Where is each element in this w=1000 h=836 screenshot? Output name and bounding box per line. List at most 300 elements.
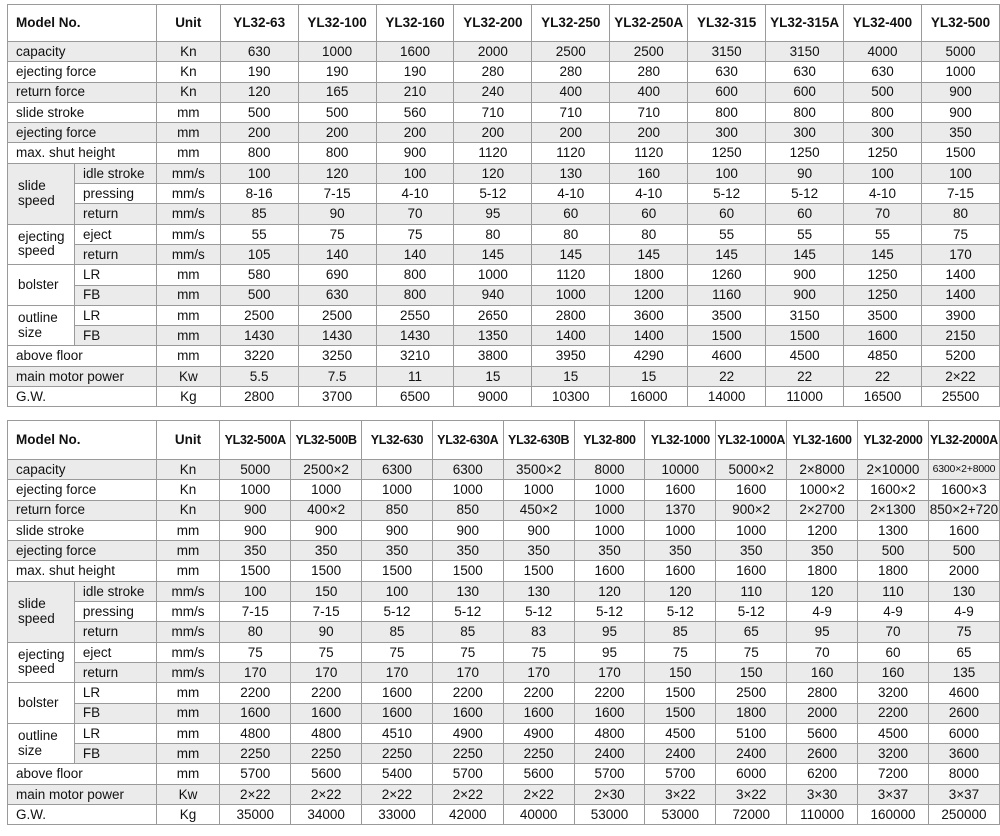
value-cell: 800 xyxy=(376,285,454,305)
value-cell: 5700 xyxy=(220,764,291,784)
value-cell: 145 xyxy=(610,244,688,264)
value-cell: 170 xyxy=(503,662,574,682)
value-cell: 690 xyxy=(298,265,376,285)
value-cell: 2600 xyxy=(928,703,999,723)
value-cell: 60 xyxy=(858,642,929,662)
unit-cell: mm/s xyxy=(156,163,220,183)
value-cell: 2×8000 xyxy=(787,460,858,480)
value-cell: 5-12 xyxy=(645,602,716,622)
value-cell: 2500 xyxy=(298,305,376,325)
value-cell: 110 xyxy=(858,581,929,601)
value-cell: 1600 xyxy=(362,683,433,703)
unit-cell: mm xyxy=(156,561,220,581)
unit-cell: mm xyxy=(156,723,220,743)
value-cell: 1160 xyxy=(688,285,766,305)
value-cell: 900 xyxy=(362,520,433,540)
value-cell: 3220 xyxy=(220,346,298,366)
row-label: ejecting force xyxy=(8,541,157,561)
unit-cell: mm/s xyxy=(156,244,220,264)
value-cell: 95 xyxy=(454,204,532,224)
value-cell: 1000 xyxy=(432,480,503,500)
value-cell: 2000 xyxy=(928,561,999,581)
value-cell: 710 xyxy=(532,102,610,122)
value-cell: 7200 xyxy=(858,764,929,784)
value-cell: 350 xyxy=(220,541,291,561)
value-cell: 170 xyxy=(432,662,503,682)
value-cell: 1260 xyxy=(688,265,766,285)
value-cell: 53000 xyxy=(574,805,645,825)
value-cell: 14000 xyxy=(688,387,766,407)
value-cell: 350 xyxy=(362,541,433,561)
value-cell: 70 xyxy=(858,622,929,642)
value-cell: 16500 xyxy=(844,387,922,407)
value-cell: 2200 xyxy=(220,683,291,703)
model-header: YL32-200 xyxy=(454,5,532,42)
value-cell: 1600 xyxy=(432,703,503,723)
value-cell: 120 xyxy=(645,581,716,601)
value-cell: 80 xyxy=(921,204,999,224)
value-cell: 75 xyxy=(716,642,787,662)
value-cell: 5-12 xyxy=(454,184,532,204)
value-cell: 160 xyxy=(858,662,929,682)
value-cell: 5600 xyxy=(787,723,858,743)
value-cell: 1000 xyxy=(454,265,532,285)
row-label: return force xyxy=(8,82,157,102)
value-cell: 75 xyxy=(220,642,291,662)
value-cell: 900 xyxy=(766,285,844,305)
value-cell: 940 xyxy=(454,285,532,305)
value-cell: 5200 xyxy=(921,346,999,366)
value-cell: 250000 xyxy=(928,805,999,825)
value-cell: 145 xyxy=(844,244,922,264)
value-cell: 900 xyxy=(921,102,999,122)
value-cell: 130 xyxy=(432,581,503,601)
value-cell: 2×22 xyxy=(921,366,999,386)
value-cell: 500 xyxy=(220,285,298,305)
row-sublabel: pressing xyxy=(74,184,156,204)
value-cell: 1250 xyxy=(688,143,766,163)
value-cell: 2250 xyxy=(291,744,362,764)
value-cell: 210 xyxy=(376,82,454,102)
value-cell: 100 xyxy=(220,581,291,601)
value-cell: 2500 xyxy=(610,42,688,62)
value-cell: 2×2700 xyxy=(787,500,858,520)
value-cell: 4500 xyxy=(858,723,929,743)
row-sublabel: LR xyxy=(74,723,156,743)
header-row xyxy=(8,421,1000,460)
value-cell: 10300 xyxy=(532,387,610,407)
value-cell: 65 xyxy=(928,642,999,662)
unit-cell: mm xyxy=(156,265,220,285)
value-cell: 3250 xyxy=(298,346,376,366)
value-cell: 4500 xyxy=(766,346,844,366)
unit-cell: Kn xyxy=(156,82,220,102)
value-cell: 4900 xyxy=(503,723,574,743)
value-cell: 2×30 xyxy=(574,784,645,804)
value-cell: 1430 xyxy=(298,326,376,346)
value-cell: 900 xyxy=(766,265,844,285)
value-cell: 4850 xyxy=(844,346,922,366)
value-cell: 170 xyxy=(362,662,433,682)
value-cell: 6500 xyxy=(376,387,454,407)
value-cell: 1800 xyxy=(787,561,858,581)
value-cell: 34000 xyxy=(291,805,362,825)
value-cell: 120 xyxy=(574,581,645,601)
row-label: slide stroke xyxy=(8,102,157,122)
value-cell: 900 xyxy=(921,82,999,102)
value-cell: 2×10000 xyxy=(858,460,929,480)
value-cell: 1600 xyxy=(291,703,362,723)
table-row xyxy=(8,244,1000,264)
value-cell: 33000 xyxy=(362,805,433,825)
table-row xyxy=(8,460,1000,480)
spec-table-1 xyxy=(7,4,1000,407)
value-cell: 2600 xyxy=(787,744,858,764)
value-cell: 300 xyxy=(844,123,922,143)
value-cell: 500 xyxy=(928,541,999,561)
value-cell: 350 xyxy=(432,541,503,561)
row-sublabel: LR xyxy=(74,683,156,703)
table-row xyxy=(8,387,1000,407)
value-cell: 630 xyxy=(298,285,376,305)
table-row xyxy=(8,204,1000,224)
value-cell: 6300 xyxy=(432,460,503,480)
value-cell: 350 xyxy=(574,541,645,561)
row-sublabel: eject xyxy=(74,642,156,662)
row-sublabel: eject xyxy=(74,224,156,244)
value-cell: 200 xyxy=(532,123,610,143)
value-cell: 10000 xyxy=(645,460,716,480)
value-cell: 1000 xyxy=(362,480,433,500)
value-cell: 3200 xyxy=(858,744,929,764)
unit-header: Unit xyxy=(156,421,220,460)
value-cell: 4-10 xyxy=(376,184,454,204)
unit-cell: Kw xyxy=(156,366,220,386)
value-cell: 280 xyxy=(532,62,610,82)
table-row xyxy=(8,184,1000,204)
value-cell: 2000 xyxy=(787,703,858,723)
model-header: YL32-800 xyxy=(574,421,645,460)
value-cell: 1600 xyxy=(645,561,716,581)
row-sublabel: FB xyxy=(74,703,156,723)
value-cell: 1000 xyxy=(716,520,787,540)
value-cell: 5-12 xyxy=(574,602,645,622)
value-cell: 75 xyxy=(645,642,716,662)
value-cell: 4-9 xyxy=(928,602,999,622)
value-cell: 4800 xyxy=(220,723,291,743)
value-cell: 400 xyxy=(532,82,610,102)
value-cell: 75 xyxy=(291,642,362,662)
table-row xyxy=(8,123,1000,143)
unit-cell: mm/s xyxy=(156,642,220,662)
value-cell: 85 xyxy=(432,622,503,642)
value-cell: 120 xyxy=(454,163,532,183)
value-cell: 1120 xyxy=(454,143,532,163)
unit-cell: mm/s xyxy=(156,184,220,204)
value-cell: 5-12 xyxy=(688,184,766,204)
value-cell: 72000 xyxy=(716,805,787,825)
value-cell: 6300×2+8000 xyxy=(928,460,999,480)
value-cell: 800 xyxy=(376,265,454,285)
value-cell: 2250 xyxy=(362,744,433,764)
value-cell: 350 xyxy=(503,541,574,561)
row-label: G.W. xyxy=(8,805,157,825)
value-cell: 95 xyxy=(574,642,645,662)
value-cell: 1370 xyxy=(645,500,716,520)
unit-cell: mm xyxy=(156,541,220,561)
value-cell: 2000 xyxy=(454,42,532,62)
row-label: ejecting force xyxy=(8,123,157,143)
row-sublabel: FB xyxy=(74,285,156,305)
value-cell: 4500 xyxy=(645,723,716,743)
value-cell: 3×30 xyxy=(787,784,858,804)
value-cell: 120 xyxy=(787,581,858,601)
value-cell: 630 xyxy=(688,62,766,82)
value-cell: 1000 xyxy=(503,480,574,500)
value-cell: 75 xyxy=(921,224,999,244)
value-cell: 1600 xyxy=(376,42,454,62)
spec-table-2-body xyxy=(8,460,1000,825)
value-cell: 800 xyxy=(688,102,766,122)
model-header: YL32-250A xyxy=(610,5,688,42)
value-cell: 1400 xyxy=(921,285,999,305)
value-cell: 2250 xyxy=(503,744,574,764)
value-cell: 560 xyxy=(376,102,454,122)
unit-cell: mm/s xyxy=(156,662,220,682)
unit-cell: mm xyxy=(156,703,220,723)
value-cell: 800 xyxy=(844,102,922,122)
value-cell: 5-12 xyxy=(432,602,503,622)
value-cell: 22 xyxy=(688,366,766,386)
value-cell: 2150 xyxy=(921,326,999,346)
value-cell: 500 xyxy=(220,102,298,122)
value-cell: 1120 xyxy=(610,143,688,163)
unit-cell: Kn xyxy=(156,62,220,82)
row-sublabel: pressing xyxy=(74,602,156,622)
value-cell: 3150 xyxy=(766,305,844,325)
value-cell: 6200 xyxy=(787,764,858,784)
value-cell: 2800 xyxy=(787,683,858,703)
value-cell: 280 xyxy=(454,62,532,82)
value-cell: 2500 xyxy=(532,42,610,62)
unit-cell: Kn xyxy=(156,42,220,62)
value-cell: 1000 xyxy=(645,520,716,540)
row-group-label: slide speed xyxy=(8,163,75,224)
value-cell: 580 xyxy=(220,265,298,285)
unit-cell: mm/s xyxy=(156,622,220,642)
value-cell: 3500×2 xyxy=(503,460,574,480)
value-cell: 900 xyxy=(220,500,291,520)
value-cell: 1600×2 xyxy=(858,480,929,500)
value-cell: 1500 xyxy=(645,703,716,723)
value-cell: 2200 xyxy=(858,703,929,723)
model-header: YL32-100 xyxy=(298,5,376,42)
value-cell: 5-12 xyxy=(766,184,844,204)
row-label: return force xyxy=(8,500,157,520)
value-cell: 3800 xyxy=(454,346,532,366)
value-cell: 3900 xyxy=(921,305,999,325)
row-label: G.W. xyxy=(8,387,157,407)
value-cell: 1000×2 xyxy=(787,480,858,500)
value-cell: 3×22 xyxy=(716,784,787,804)
table-row xyxy=(8,581,1000,601)
row-label: max. shut height xyxy=(8,561,157,581)
value-cell: 90 xyxy=(766,163,844,183)
value-cell: 1120 xyxy=(532,143,610,163)
unit-cell: mm/s xyxy=(156,204,220,224)
value-cell: 3210 xyxy=(376,346,454,366)
value-cell: 1500 xyxy=(432,561,503,581)
value-cell: 1500 xyxy=(688,326,766,346)
value-cell: 55 xyxy=(766,224,844,244)
model-header: YL32-500 xyxy=(921,5,999,42)
value-cell: 60 xyxy=(610,204,688,224)
table-row xyxy=(8,163,1000,183)
value-cell: 70 xyxy=(844,204,922,224)
model-header: YL32-400 xyxy=(844,5,922,42)
value-cell: 3150 xyxy=(766,42,844,62)
value-cell: 11 xyxy=(376,366,454,386)
model-header: YL32-1000 xyxy=(645,421,716,460)
value-cell: 1300 xyxy=(858,520,929,540)
table-row xyxy=(8,662,1000,682)
value-cell: 4510 xyxy=(362,723,433,743)
value-cell: 4-10 xyxy=(532,184,610,204)
value-cell: 2550 xyxy=(376,305,454,325)
value-cell: 110000 xyxy=(787,805,858,825)
table-row xyxy=(8,326,1000,346)
value-cell: 100 xyxy=(376,163,454,183)
model-header: YL32-1000A xyxy=(716,421,787,460)
value-cell: 1500 xyxy=(503,561,574,581)
value-cell: 22 xyxy=(766,366,844,386)
unit-cell: Kn xyxy=(156,460,220,480)
value-cell: 1430 xyxy=(220,326,298,346)
value-cell: 1500 xyxy=(291,561,362,581)
value-cell: 900 xyxy=(376,143,454,163)
value-cell: 2×22 xyxy=(362,784,433,804)
value-cell: 140 xyxy=(376,244,454,264)
value-cell: 100 xyxy=(362,581,433,601)
model-no-header: Model No. xyxy=(8,421,157,460)
value-cell: 2400 xyxy=(574,744,645,764)
value-cell: 150 xyxy=(645,662,716,682)
unit-cell: mm xyxy=(156,123,220,143)
row-sublabel: return xyxy=(74,662,156,682)
value-cell: 1600 xyxy=(844,326,922,346)
value-cell: 3950 xyxy=(532,346,610,366)
value-cell: 850 xyxy=(362,500,433,520)
value-cell: 3×22 xyxy=(645,784,716,804)
value-cell: 3600 xyxy=(610,305,688,325)
value-cell: 95 xyxy=(787,622,858,642)
value-cell: 165 xyxy=(298,82,376,102)
value-cell: 2800 xyxy=(532,305,610,325)
value-cell: 1120 xyxy=(532,265,610,285)
row-label: main motor power xyxy=(8,366,157,386)
model-header: YL32-315 xyxy=(688,5,766,42)
value-cell: 95 xyxy=(574,622,645,642)
row-sublabel: FB xyxy=(74,326,156,346)
value-cell: 75 xyxy=(376,224,454,244)
unit-cell: mm xyxy=(156,102,220,122)
value-cell: 85 xyxy=(645,622,716,642)
value-cell: 2500×2 xyxy=(291,460,362,480)
value-cell: 1000 xyxy=(220,480,291,500)
row-sublabel: LR xyxy=(74,305,156,325)
value-cell: 1600 xyxy=(716,561,787,581)
value-cell: 6300 xyxy=(362,460,433,480)
unit-cell: Kg xyxy=(156,805,220,825)
value-cell: 65 xyxy=(716,622,787,642)
row-sublabel: return xyxy=(74,622,156,642)
value-cell: 2×22 xyxy=(432,784,503,804)
row-group-label: bolster xyxy=(8,683,75,724)
value-cell: 170 xyxy=(921,244,999,264)
value-cell: 4600 xyxy=(928,683,999,703)
value-cell: 100 xyxy=(921,163,999,183)
table-row xyxy=(8,683,1000,703)
unit-cell: Kn xyxy=(156,500,220,520)
row-sublabel: return xyxy=(74,204,156,224)
model-header: YL32-500B xyxy=(291,421,362,460)
value-cell: 350 xyxy=(716,541,787,561)
row-sublabel: LR xyxy=(74,265,156,285)
spec-table-1-body xyxy=(8,42,1000,407)
value-cell: 1000 xyxy=(298,42,376,62)
value-cell: 4-9 xyxy=(787,602,858,622)
table-row xyxy=(8,561,1000,581)
unit-cell: Kn xyxy=(156,480,220,500)
value-cell: 1500 xyxy=(362,561,433,581)
value-cell: 22 xyxy=(844,366,922,386)
unit-cell: mm/s xyxy=(156,224,220,244)
row-label: above floor xyxy=(8,764,157,784)
value-cell: 200 xyxy=(610,123,688,143)
value-cell: 3×37 xyxy=(858,784,929,804)
value-cell: 1800 xyxy=(858,561,929,581)
table-row xyxy=(8,723,1000,743)
value-cell: 16000 xyxy=(610,387,688,407)
value-cell: 300 xyxy=(688,123,766,143)
value-cell: 25500 xyxy=(921,387,999,407)
unit-cell: mm xyxy=(156,346,220,366)
value-cell: 4-10 xyxy=(844,184,922,204)
value-cell: 280 xyxy=(610,62,688,82)
value-cell: 350 xyxy=(921,123,999,143)
value-cell: 190 xyxy=(298,62,376,82)
value-cell: 5.5 xyxy=(220,366,298,386)
value-cell: 145 xyxy=(454,244,532,264)
unit-cell: mm xyxy=(156,305,220,325)
value-cell: 4800 xyxy=(291,723,362,743)
model-header: YL32-1600 xyxy=(787,421,858,460)
value-cell: 8-16 xyxy=(220,184,298,204)
value-cell: 1400 xyxy=(921,265,999,285)
unit-cell: Kw xyxy=(156,784,220,804)
table-row xyxy=(8,346,1000,366)
value-cell: 190 xyxy=(220,62,298,82)
value-cell: 80 xyxy=(220,622,291,642)
value-cell: 7.5 xyxy=(298,366,376,386)
value-cell: 5000 xyxy=(220,460,291,480)
value-cell: 90 xyxy=(291,622,362,642)
value-cell: 4800 xyxy=(574,723,645,743)
value-cell: 1000 xyxy=(574,500,645,520)
value-cell: 2200 xyxy=(574,683,645,703)
table-row xyxy=(8,703,1000,723)
value-cell: 100 xyxy=(220,163,298,183)
